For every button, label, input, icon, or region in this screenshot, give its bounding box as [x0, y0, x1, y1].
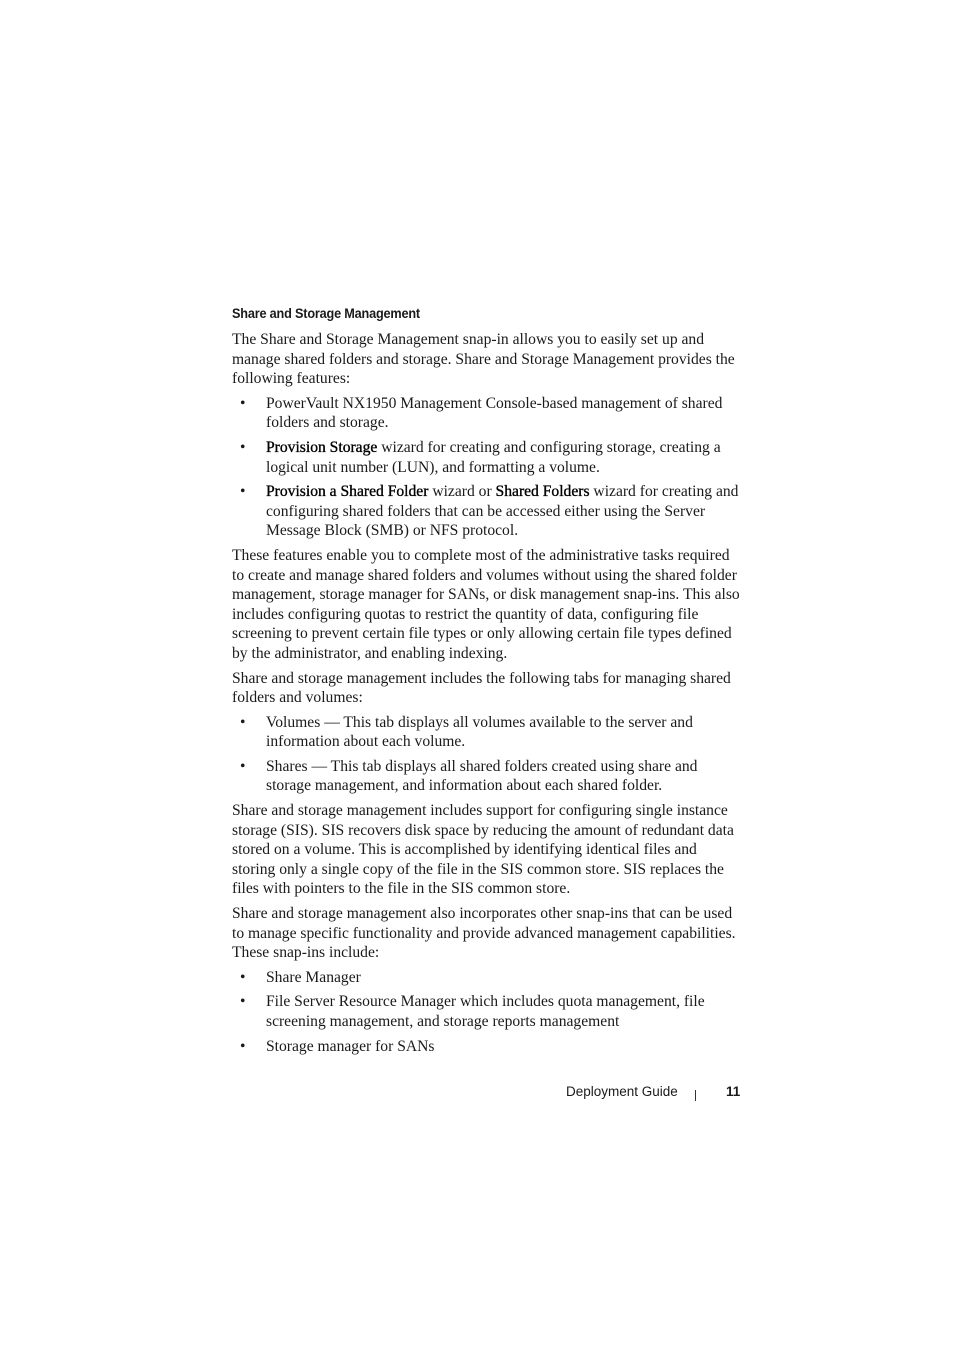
ui-term: Shared Folders	[495, 483, 590, 501]
list-item	[232, 757, 744, 796]
list-item-text: File Server Resource Manager which includes quota management, file screening management, and storage reports management	[266, 993, 705, 1030]
section-heading: Share and Storage Management	[232, 306, 420, 321]
tabs-paragraph: Share and storage management includes the following tabs for managing shared folders and volumes:	[232, 669, 731, 707]
list-item-text: wizard for creating and configuring storage, creating a logical unit number (LUN), and formatting a volume.	[266, 438, 721, 476]
list-item-text: Share Manager	[266, 968, 361, 986]
footer-doc-title: Deployment Guide	[566, 1084, 678, 1099]
page-footer	[566, 1084, 746, 1104]
list-item-text: PowerVault NX1950 Management Console-based management of shared folders and storage.	[266, 394, 723, 432]
list-item-text: Shares — This tab displays all shared folders created using share and storage management, and information about each shared folder.	[266, 757, 698, 795]
sis-paragraph: Share and storage management includes support for configuring single instance storage (SIS). SIS recovers disk space by reducing the amount of redundant data stored on a volume. This is accomplished by identifying identical files and storing only a single copy of the file in the SIS common store. SIS replaces the files with pointers to the file in the SIS common store.	[232, 802, 734, 898]
list-item	[232, 992, 744, 1031]
snapins-paragraph: Share and storage management also incorporates other snap-ins that can be used to manage specific functionality and provide advanced management capabilities. These snap-ins include:	[232, 905, 736, 962]
page-body	[232, 330, 744, 1061]
bullet-icon: •	[240, 394, 246, 412]
footer-divider	[695, 1090, 696, 1101]
bullet-icon: •	[240, 1037, 246, 1055]
list-item	[232, 968, 744, 988]
list-item	[232, 1037, 744, 1057]
list-item-text: Storage manager for SANs	[266, 1037, 435, 1055]
bullet-icon: •	[240, 483, 246, 501]
list-item	[232, 482, 744, 541]
ui-term: Provision Storage	[266, 438, 378, 456]
ui-term: Provision a Shared Folder	[266, 483, 429, 501]
page-number: 11	[726, 1084, 741, 1099]
list-item-text: wizard or	[428, 483, 496, 501]
list-item-text: Volumes — This tab displays all volumes available to the server and information about each volume.	[266, 713, 693, 751]
list-item-text: wizard for creating and configuring shared folders that can be accessed either using the Server Message Block (SMB) or NFS protocol.	[266, 483, 739, 540]
tasks-paragraph: These features enable you to complete most of the administrative tasks required to create and manage shared folders and volumes without using the shared folder management, storage manager for SANs, or disk management snap-ins. This also includes configuring quotas to restrict the quantity of data, configuring file screening to prevent certain file types or only allowing certain file types defined by the administrator, and enabling indexing.	[232, 546, 740, 662]
features-list	[232, 394, 744, 541]
bullet-icon: •	[240, 713, 246, 731]
bullet-icon: •	[240, 757, 246, 775]
list-item	[232, 438, 744, 477]
list-item	[232, 394, 744, 433]
snapins-list	[232, 968, 744, 1056]
intro-paragraph: The Share and Storage Management snap-in allows you to easily set up and manage shared folders and storage. Share and Storage Management provides the following features:	[232, 331, 735, 388]
bullet-icon: •	[240, 968, 246, 986]
bullet-icon: •	[240, 438, 246, 456]
list-item	[232, 713, 744, 752]
tabs-list	[232, 713, 744, 796]
bullet-icon: •	[240, 993, 246, 1011]
